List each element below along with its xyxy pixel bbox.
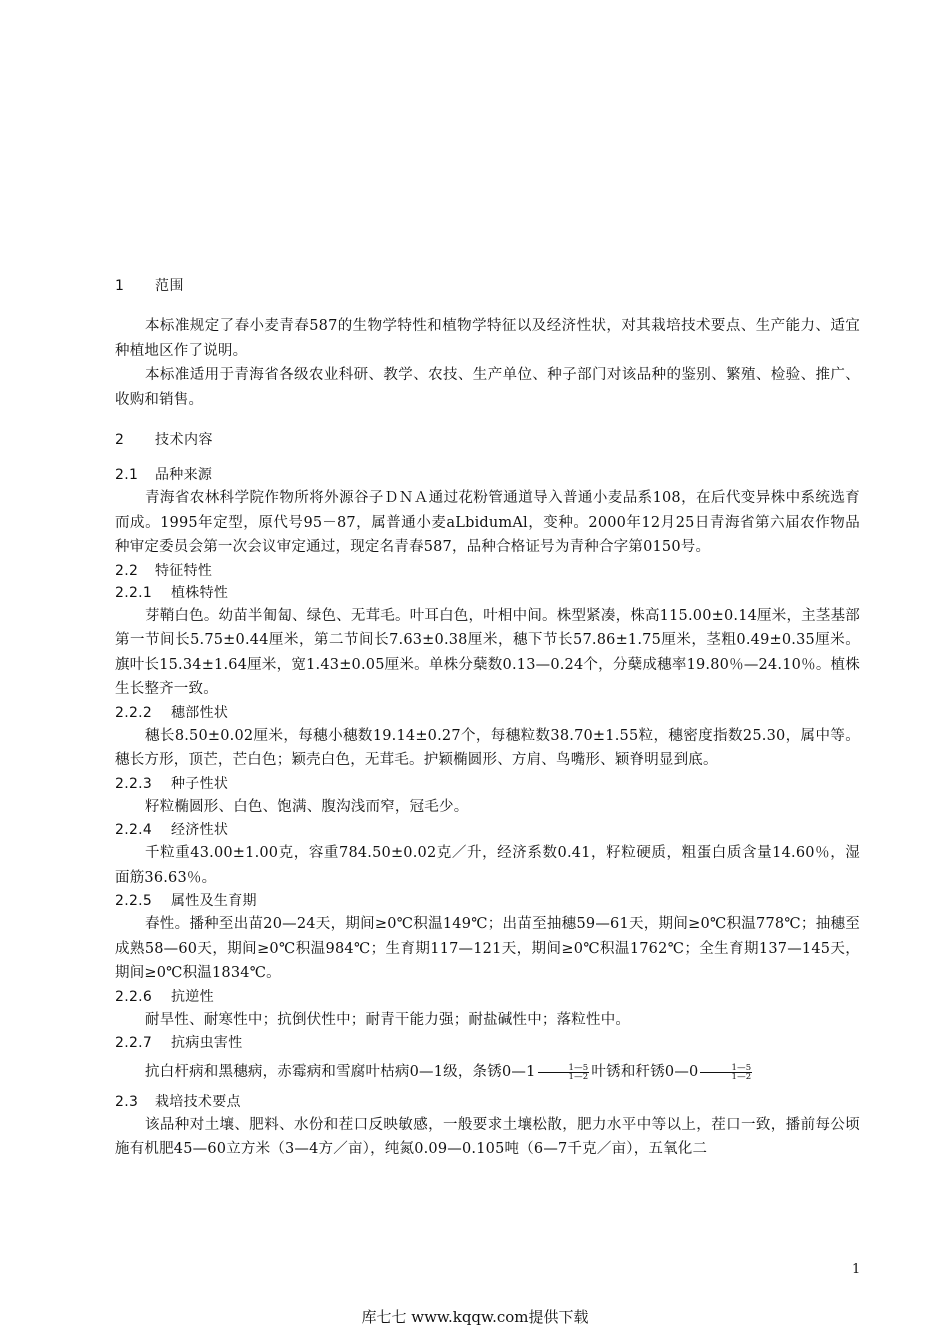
section-number: 2.2.2 (115, 704, 153, 721)
paragraph: 本标准适用于青海省各级农业科研、教学、农技、生产单位、种子部门对该品种的鉴别、繁殖、检验、推广、收购和销售。 (115, 367, 860, 408)
paragraph: 春性。播种至出苗20—24天，期间≥0℃积温149℃；出苗至抽穗59—61天，期间≥0℃积温778℃；抽穗至成熟58—60天，期间≥0℃积温984℃；生育期117—121天，期间≥0℃积温1762℃；全生育期137—145天，期间≥0℃积温1834℃。 (115, 916, 860, 981)
section-title: 特征特性 (155, 562, 213, 579)
section-number: 2.2.7 (115, 1035, 153, 1051)
section-number: 2.2.4 (115, 822, 153, 838)
section-heading-2-2-2 (115, 702, 860, 724)
section-number: 2.2.3 (115, 775, 153, 792)
fraction-denominator: 1—2 (731, 1071, 752, 1082)
paragraph: 该品种对土壤、肥料、水份和茬口反映敏感，一般要求土壤松散，肥力水平中等以上，茬口一致，播前每公顷施有机肥45—60立方米（3—4方／亩），纯氮0.09—0.105吨（6—7千克／亩），五氧化二 (115, 1116, 860, 1157)
section-number: 2.2 (115, 562, 139, 579)
section-number: 2.2.1 (115, 584, 153, 601)
fraction (700, 1064, 752, 1081)
section-heading-1 (115, 276, 860, 296)
paragraph: 耐旱性、耐寒性中；抗倒伏性中；耐青干能力强；耐盐碱性中；落粒性中。 (145, 1011, 631, 1028)
section-heading-2 (115, 430, 860, 450)
fraction-numerator: 1—5 (538, 1064, 590, 1073)
paragraph: 穗长8.50±0.02厘米，每穗小穗数19.14±0.27个，每穗粒数38.70±1.55粒，穗密度指数25.30，属中等。穗长方形，顶芒，芒白色；颖壳白色，无茸毛。护颖椭圆形、方肩、鸟嘴形、颖脊明显到底。 (115, 727, 860, 768)
section-title: 范围 (155, 278, 184, 294)
text-run: 抗白杆病和黑穗病，赤霉病和雪腐叶枯病0—1级，条锈0—1 (145, 1064, 536, 1080)
download-footer: 库七七 www.kqqw.com提供下载 (361, 1308, 589, 1326)
paragraph: 籽粒椭圆形、白色、饱满、腹沟浅而窄，冠毛少。 (145, 798, 469, 815)
paragraph: 本标准规定了春小麦青春587的生物学特性和植物学特征以及经济性状，对其栽培技术要点、生产能力、适宜种植地区作了说明。 (115, 318, 860, 359)
section-title: 穗部性状 (171, 704, 229, 721)
section-heading-2-2-4 (115, 819, 860, 841)
section-title: 种子性状 (171, 775, 229, 792)
section-title: 抗逆性 (171, 988, 214, 1005)
section-title: 植株特性 (171, 584, 229, 601)
document-body (115, 276, 860, 1162)
section-number: 2.1 (115, 467, 139, 483)
section-heading-2-1 (115, 464, 860, 486)
section-number: 2.2.6 (115, 988, 153, 1005)
section-heading-2-2-7 (115, 1032, 860, 1054)
text-run: 叶锈和秆锈0—0 (591, 1064, 699, 1080)
section-heading-2-2-6 (115, 986, 860, 1008)
section-title: 技术内容 (155, 432, 213, 448)
section-number: 2.2.5 (115, 893, 153, 909)
page-number: 1 (852, 1262, 861, 1277)
section-heading-2-2-1 (115, 582, 860, 604)
section-heading-2-2 (115, 560, 860, 582)
section-title: 品种来源 (155, 467, 213, 483)
section-number: 2 (115, 432, 125, 448)
section-number: 1 (115, 278, 125, 294)
section-title: 栽培技术要点 (155, 1093, 241, 1110)
section-number: 2.3 (115, 1093, 139, 1110)
section-title: 属性及生育期 (171, 893, 257, 909)
section-title: 经济性状 (171, 822, 229, 838)
fraction-numerator: 1—5 (700, 1064, 752, 1073)
section-heading-2-2-5 (115, 890, 860, 912)
fraction (538, 1064, 590, 1081)
section-title: 抗病虫害性 (171, 1035, 243, 1051)
section-heading-2-2-3 (115, 773, 860, 795)
paragraph: 芽鞘白色。幼苗半匍匐、绿色、无茸毛。叶耳白色，叶相中间。株型紧凑，株高115.00±0.14厘米，主茎基部第一节间长5.75±0.44厘米，第二节间长7.63±0.38厘米，穗下节长57.86±1.75厘米，茎粗0.49±0.35厘米。旗叶长15.34±1.64厘米，宽1.43±0.05厘米。单株分蘖数0.13—0.24个，分蘖成穗率19.80％—24.10％。植株生长整齐一致。 (115, 607, 860, 697)
paragraph-disease-resistance (115, 1060, 860, 1085)
section-heading-2-3 (115, 1091, 860, 1113)
paragraph: 千粒重43.00±1.00克，容重784.50±0.02克／升，经济系数0.41，籽粒硬质，粗蛋白质含量14.60％，湿面筋36.63％。 (115, 845, 860, 886)
paragraph: 青海省农林科学院作物所将外源谷子ＤＮＡ通过花粉管通道导入普通小麦品系108，在后代变异株中系统选育而成。1995年定型，原代号95－87，属普通小麦aLbidumAl，变种。2000年12月25日青海省第六届农作物品种审定委员会第一次会议审定通过，现定名青春587，品种合格证号为青种合字第0150号。 (115, 490, 860, 555)
fraction-denominator: 1—2 (568, 1071, 589, 1082)
